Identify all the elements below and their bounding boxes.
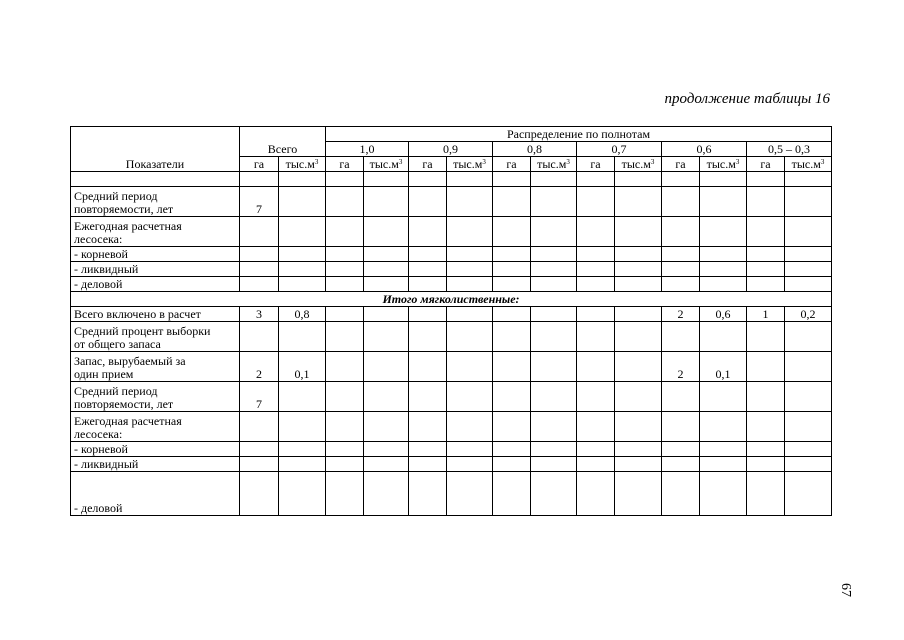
table-row bbox=[71, 247, 832, 262]
cell-06-ha: 2 bbox=[662, 307, 700, 322]
unit-volume-header: $тыс.м^3$ bbox=[279, 157, 326, 172]
cell-total-ha: 7 bbox=[240, 382, 279, 412]
header-density-08: 0,8 bbox=[493, 142, 577, 157]
row-label-business: - деловой bbox=[71, 277, 240, 292]
unit-volume-header: $тыс.м^3$ bbox=[447, 157, 493, 172]
table-row bbox=[71, 442, 832, 457]
row-label-root: - корневой bbox=[71, 442, 240, 457]
header-total: Всего bbox=[240, 127, 326, 157]
table-row bbox=[71, 172, 832, 187]
unit-volume-header: $тыс.м^3$ bbox=[615, 157, 662, 172]
unit-ha-header: га bbox=[240, 157, 279, 172]
table-row bbox=[71, 472, 832, 516]
cell-total-ha: 3 bbox=[240, 307, 279, 322]
unit-ha-header: га bbox=[409, 157, 447, 172]
unit-ha-header: га bbox=[577, 157, 615, 172]
table-row bbox=[71, 292, 832, 307]
cell-total-volume: 0,1 bbox=[279, 352, 326, 382]
page-number: 67 bbox=[838, 583, 853, 597]
unit-volume-header: $тыс.м^3$ bbox=[785, 157, 832, 172]
table-row bbox=[71, 217, 832, 247]
cell-05-03-ha: 1 bbox=[747, 307, 785, 322]
header-distribution: Распределение по полнотам bbox=[326, 127, 832, 142]
row-label-root: - корневой bbox=[71, 247, 240, 262]
cell-06-ha: 2 bbox=[662, 352, 700, 382]
unit-volume-header: $тыс.м^3$ bbox=[531, 157, 577, 172]
section-title-softwood: Итого мягколиственные: bbox=[71, 292, 832, 307]
header-density-09: 0,9 bbox=[409, 142, 493, 157]
forest-data-table bbox=[70, 126, 832, 516]
table-row bbox=[71, 382, 832, 412]
unit-ha-header: га bbox=[747, 157, 785, 172]
cell-total-ha: 2 bbox=[240, 352, 279, 382]
row-label-liquid: - ликвидный bbox=[71, 457, 240, 472]
row-label-annual-cut: Ежегодная расчетная лесосека: bbox=[71, 412, 240, 442]
unit-ha-header: га bbox=[326, 157, 364, 172]
table-row bbox=[71, 262, 832, 277]
table-row bbox=[71, 457, 832, 472]
unit-ha-header: га bbox=[662, 157, 700, 172]
cell-06-volume: 0,1 bbox=[700, 352, 747, 382]
table-row bbox=[71, 322, 832, 352]
cell-total-volume: 0,8 bbox=[279, 307, 326, 322]
row-label-annual-cut: Ежегодная расчетная лесосека: bbox=[71, 217, 240, 247]
table-row bbox=[71, 352, 832, 382]
table-row bbox=[71, 307, 832, 322]
row-label-liquid: - ликвидный bbox=[71, 262, 240, 277]
table-row bbox=[71, 412, 832, 442]
header-density-07: 0,7 bbox=[577, 142, 662, 157]
header-density-10: 1,0 bbox=[326, 142, 409, 157]
unit-ha-header: га bbox=[493, 157, 531, 172]
unit-volume-header: $тыс.м^3$ bbox=[364, 157, 409, 172]
row-label-repeat-period: Средний период повторяемости, лет bbox=[71, 382, 240, 412]
row-label-average-percent: Средний процент выборки от общего запаса bbox=[71, 322, 240, 352]
header-indicators: Показатели bbox=[71, 127, 240, 172]
cell-06-volume: 0,6 bbox=[700, 307, 747, 322]
table-row bbox=[71, 187, 832, 217]
row-label-repeat-period: Средний период повторяемости, лет bbox=[71, 187, 240, 217]
row-label-stock-per-cut: Запас, вырубаемый за один прием bbox=[71, 352, 240, 382]
table-continuation-caption: продолжение таблицы 16 bbox=[664, 91, 830, 107]
table-row bbox=[71, 277, 832, 292]
row-label-business: - деловой bbox=[71, 472, 240, 516]
header-density-06: 0,6 bbox=[662, 142, 747, 157]
unit-volume-header: $тыс.м^3$ bbox=[700, 157, 747, 172]
row-label-included-total: Всего включено в расчет bbox=[71, 307, 240, 322]
header-density-05-03: 0,5 – 0,3 bbox=[747, 142, 832, 157]
cell-05-03-volume: 0,2 bbox=[785, 307, 832, 322]
cell-total-ha: 7 bbox=[240, 187, 279, 217]
